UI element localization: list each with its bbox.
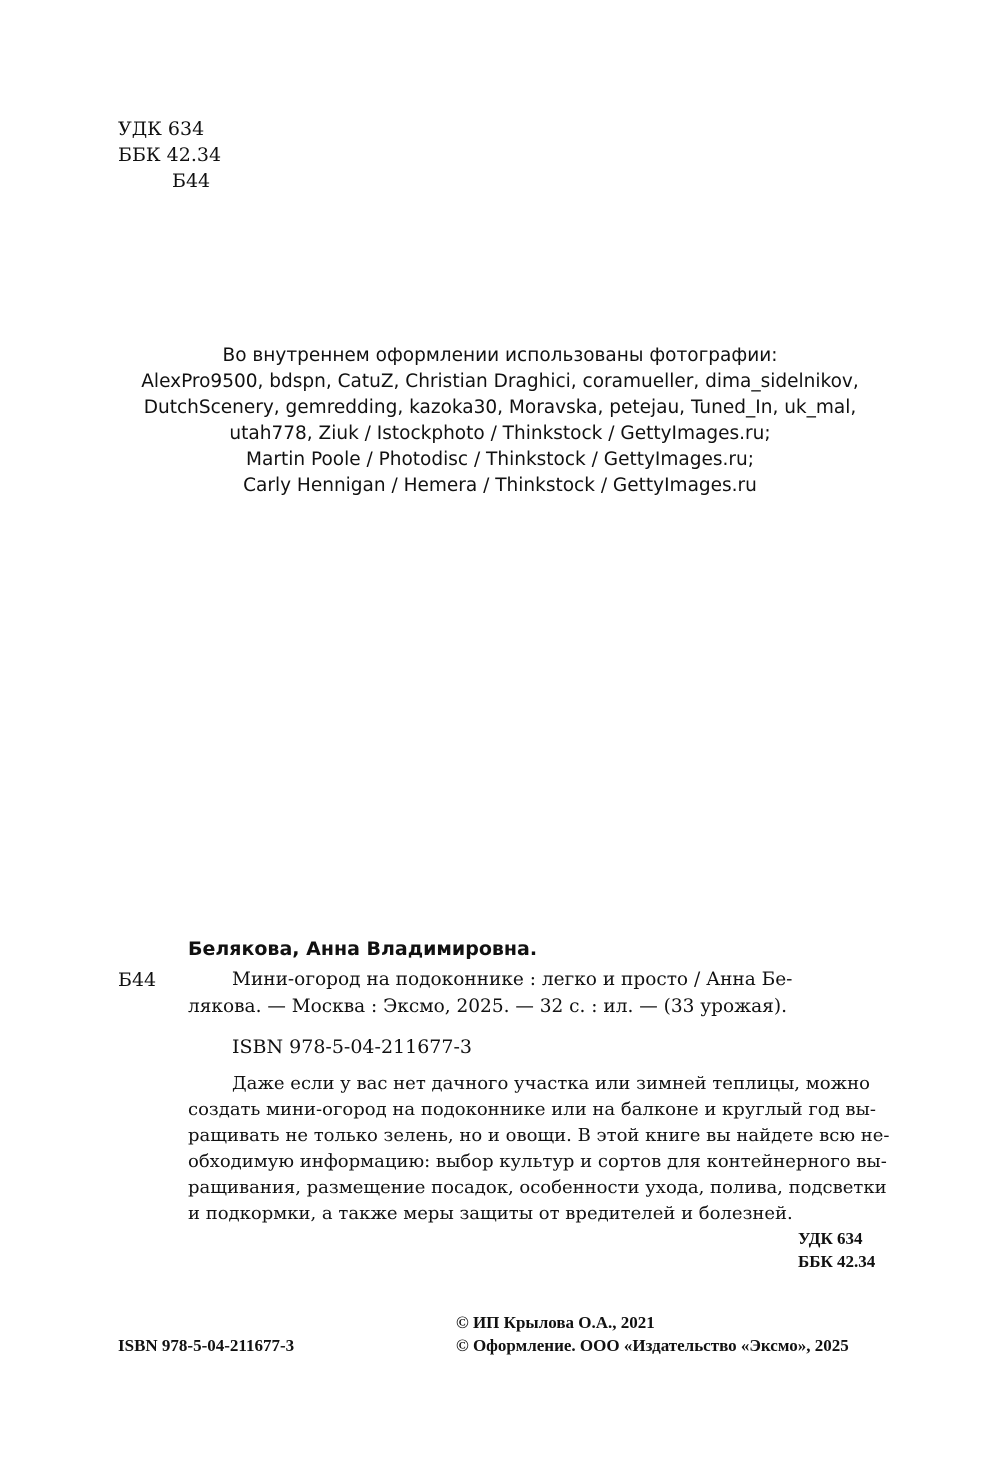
- credits-line: Carly Hennigan / Hemera / Thinkstock / GettyImages.ru: [243, 475, 757, 496]
- credits-line: Martin Poole / Photodisc / Thinkstock / GettyImages.ru;: [246, 449, 754, 470]
- copyright-author: © ИП Крылова О.А., 2021: [456, 1313, 655, 1332]
- credits-line: DutchScenery, gemredding, kazoka30, Moravska, petejau, Tuned_In, uk_mal,: [143, 397, 857, 418]
- annotation: [188, 1071, 890, 1227]
- udk-code: УДК 634: [118, 118, 205, 140]
- catalog-isbn: ISBN 978-5-04-211677-3: [232, 1036, 472, 1058]
- bbk-code: ББК 42.34: [118, 144, 222, 166]
- catalog-author: Белякова, Анна Владимировна.: [188, 938, 538, 960]
- credits-line: utah778, Ziuk / Istockphoto / Thinkstock / GettyImages.ru;: [229, 423, 771, 444]
- credits-line: Во внутреннем оформлении использованы фотографии:: [222, 345, 778, 366]
- annotation-line: и подкормки, а также меры защиты от вредителей и болезней.: [188, 1203, 793, 1224]
- catalog-mark: Б44: [118, 969, 157, 991]
- catalog-title-line: лякова. — Москва : Эксмо, 2025. — 32 с. : ил. — (33 урожая).: [188, 996, 787, 1017]
- copyright-design: © Оформление. ООО «Издательство «Эксмо», 2025: [456, 1336, 849, 1355]
- author-mark: Б44: [172, 170, 211, 192]
- annotation-line: ращивания, размещение посадок, особенности ухода, полива, подсветки: [188, 1177, 887, 1198]
- annotation-line: создать мини-огород на подоконнике или на балконе и круглый год вы-: [188, 1099, 876, 1120]
- annotation-line: обходимую информацию: выбор культур и сортов для контейнерного вы-: [188, 1151, 887, 1172]
- catalog-udk: УДК 634: [798, 1229, 863, 1248]
- annotation-line: Даже если у вас нет дачного участка или зимней теплицы, можно: [232, 1073, 870, 1094]
- annotation-line: ращивать не только зелень, но и овощи. В этой книге вы найдете всю не-: [188, 1125, 890, 1146]
- footer-isbn: ISBN 978-5-04-211677-3: [118, 1336, 295, 1355]
- credits-line: AlexPro9500, bdspn, CatuZ, Christian Draghici, coramueller, dima_sidelnikov,: [141, 371, 859, 392]
- photo-credits: [100, 343, 900, 499]
- catalog-title-line: Мини-огород на подоконнике : легко и просто / Анна Бе-: [232, 969, 793, 990]
- catalog-bbk: ББК 42.34: [798, 1252, 876, 1271]
